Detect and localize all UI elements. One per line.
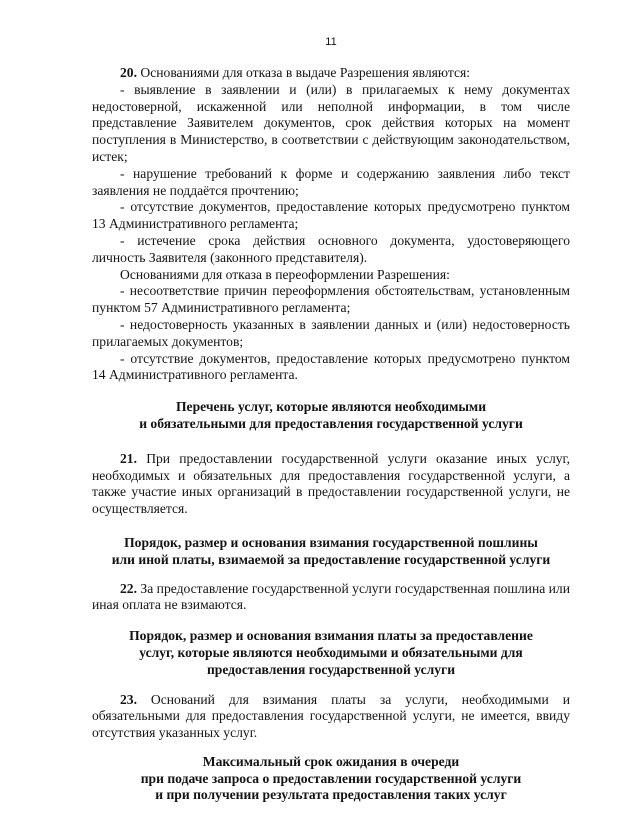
heading-fee-for-services-line-2: услуг, которые являются необходимыми и обязательными для (139, 644, 523, 660)
section-20-reissue-item-3: - отсутствие документов, предоставление которых предусмотрено пунктом 14 Административного регламента. (92, 350, 570, 383)
heading-max-waiting-time-line-1: Максимальный срок ожидания в очереди (202, 753, 460, 769)
section-21-text: При предоставлении государственной услуги оказание иных услуг, необходимых и обязательных для предоставления государственной услуги, а также участие иных организаций в предоставлении государственной услуги, не осуществляется. (92, 450, 570, 517)
section-20-item-3: - отсутствие документов, предоставление которых предусмотрено пунктом 13 Административного регламента; (92, 199, 570, 232)
section-20-item-4: - истечение срока действия основного документа, удостоверяющего личность Заявителя (законного представителя). (92, 232, 570, 265)
section-20-item-2: - нарушение требований к форме и содержанию заявления либо текст заявления не поддаётся прочтению; (92, 165, 570, 198)
section-20-reissue-intro: Основаниями для отказа в переоформлении Разрешения: (120, 266, 450, 282)
heading-max-waiting-time-line-2: при подаче запроса о предоставлении государственной услуги (140, 770, 522, 786)
section-20-intro (92, 65, 570, 82)
heading-state-duty-line-1: Порядок, размер и основания взимания государственной пошлины (124, 534, 538, 550)
document-body (92, 65, 570, 804)
page-number: 11 (325, 36, 337, 48)
section-20-reissue-item-1: - несоответствие причин переоформления обстоятельствам, установленным пунктом 57 Административного регламента; (92, 283, 570, 316)
section-21-number: 21. (120, 450, 137, 466)
section-21 (92, 451, 570, 518)
heading-state-duty-line-2: или иной платы, взимаемой за предоставление государственной услуги (111, 551, 551, 567)
heading-max-waiting-time (92, 754, 570, 804)
section-23-number: 23. (120, 691, 137, 707)
section-20-reissue-item-2: - недостоверность указанных в заявлении данных и (или) недостоверность прилагаемых документов; (92, 316, 570, 349)
heading-fee-for-services-line-3: предоставления государственной услуги (206, 661, 456, 677)
heading-required-services (92, 399, 570, 433)
section-20-number: 20. (120, 65, 137, 80)
section-23 (92, 692, 570, 742)
heading-required-services-line-1: Перечень услуг, которые являются необходимыми (175, 399, 487, 415)
heading-max-waiting-time-line-3: и при получении результата предоставления таких услуг (155, 787, 507, 803)
section-23-text: Оснований для взимания платы за услуги, необходимыми и обязательными для предоставления государственной услуги, не имеется, ввиду отсутствия указанных услуг. (92, 691, 570, 741)
section-22-number: 22. (120, 580, 137, 596)
section-20-intro-text: Основаниями для отказа в выдаче Разрешения являются: (137, 65, 471, 80)
section-20-item-1: - выявление в заявлении и (или) в прилагаемых к нему документах недостоверной, искаженной или неполной информации, в том числе представление Заявителем документов, срок действия которых на момент поступления в Министерство, в соответствии с действующим законодательством, истек; (92, 81, 570, 164)
section-22 (92, 581, 570, 615)
heading-fee-for-services-line-1: Порядок, размер и основания взимания платы за предоставление (129, 628, 533, 644)
section-22-text: За предоставление государственной услуги государственная пошлина или иная оплата не взимаются. (92, 580, 570, 613)
heading-state-duty (92, 535, 570, 569)
heading-required-services-line-2: и обязательными для предоставления государственной услуги (139, 415, 523, 431)
heading-fee-for-services (92, 628, 570, 678)
document-page (92, 0, 570, 828)
